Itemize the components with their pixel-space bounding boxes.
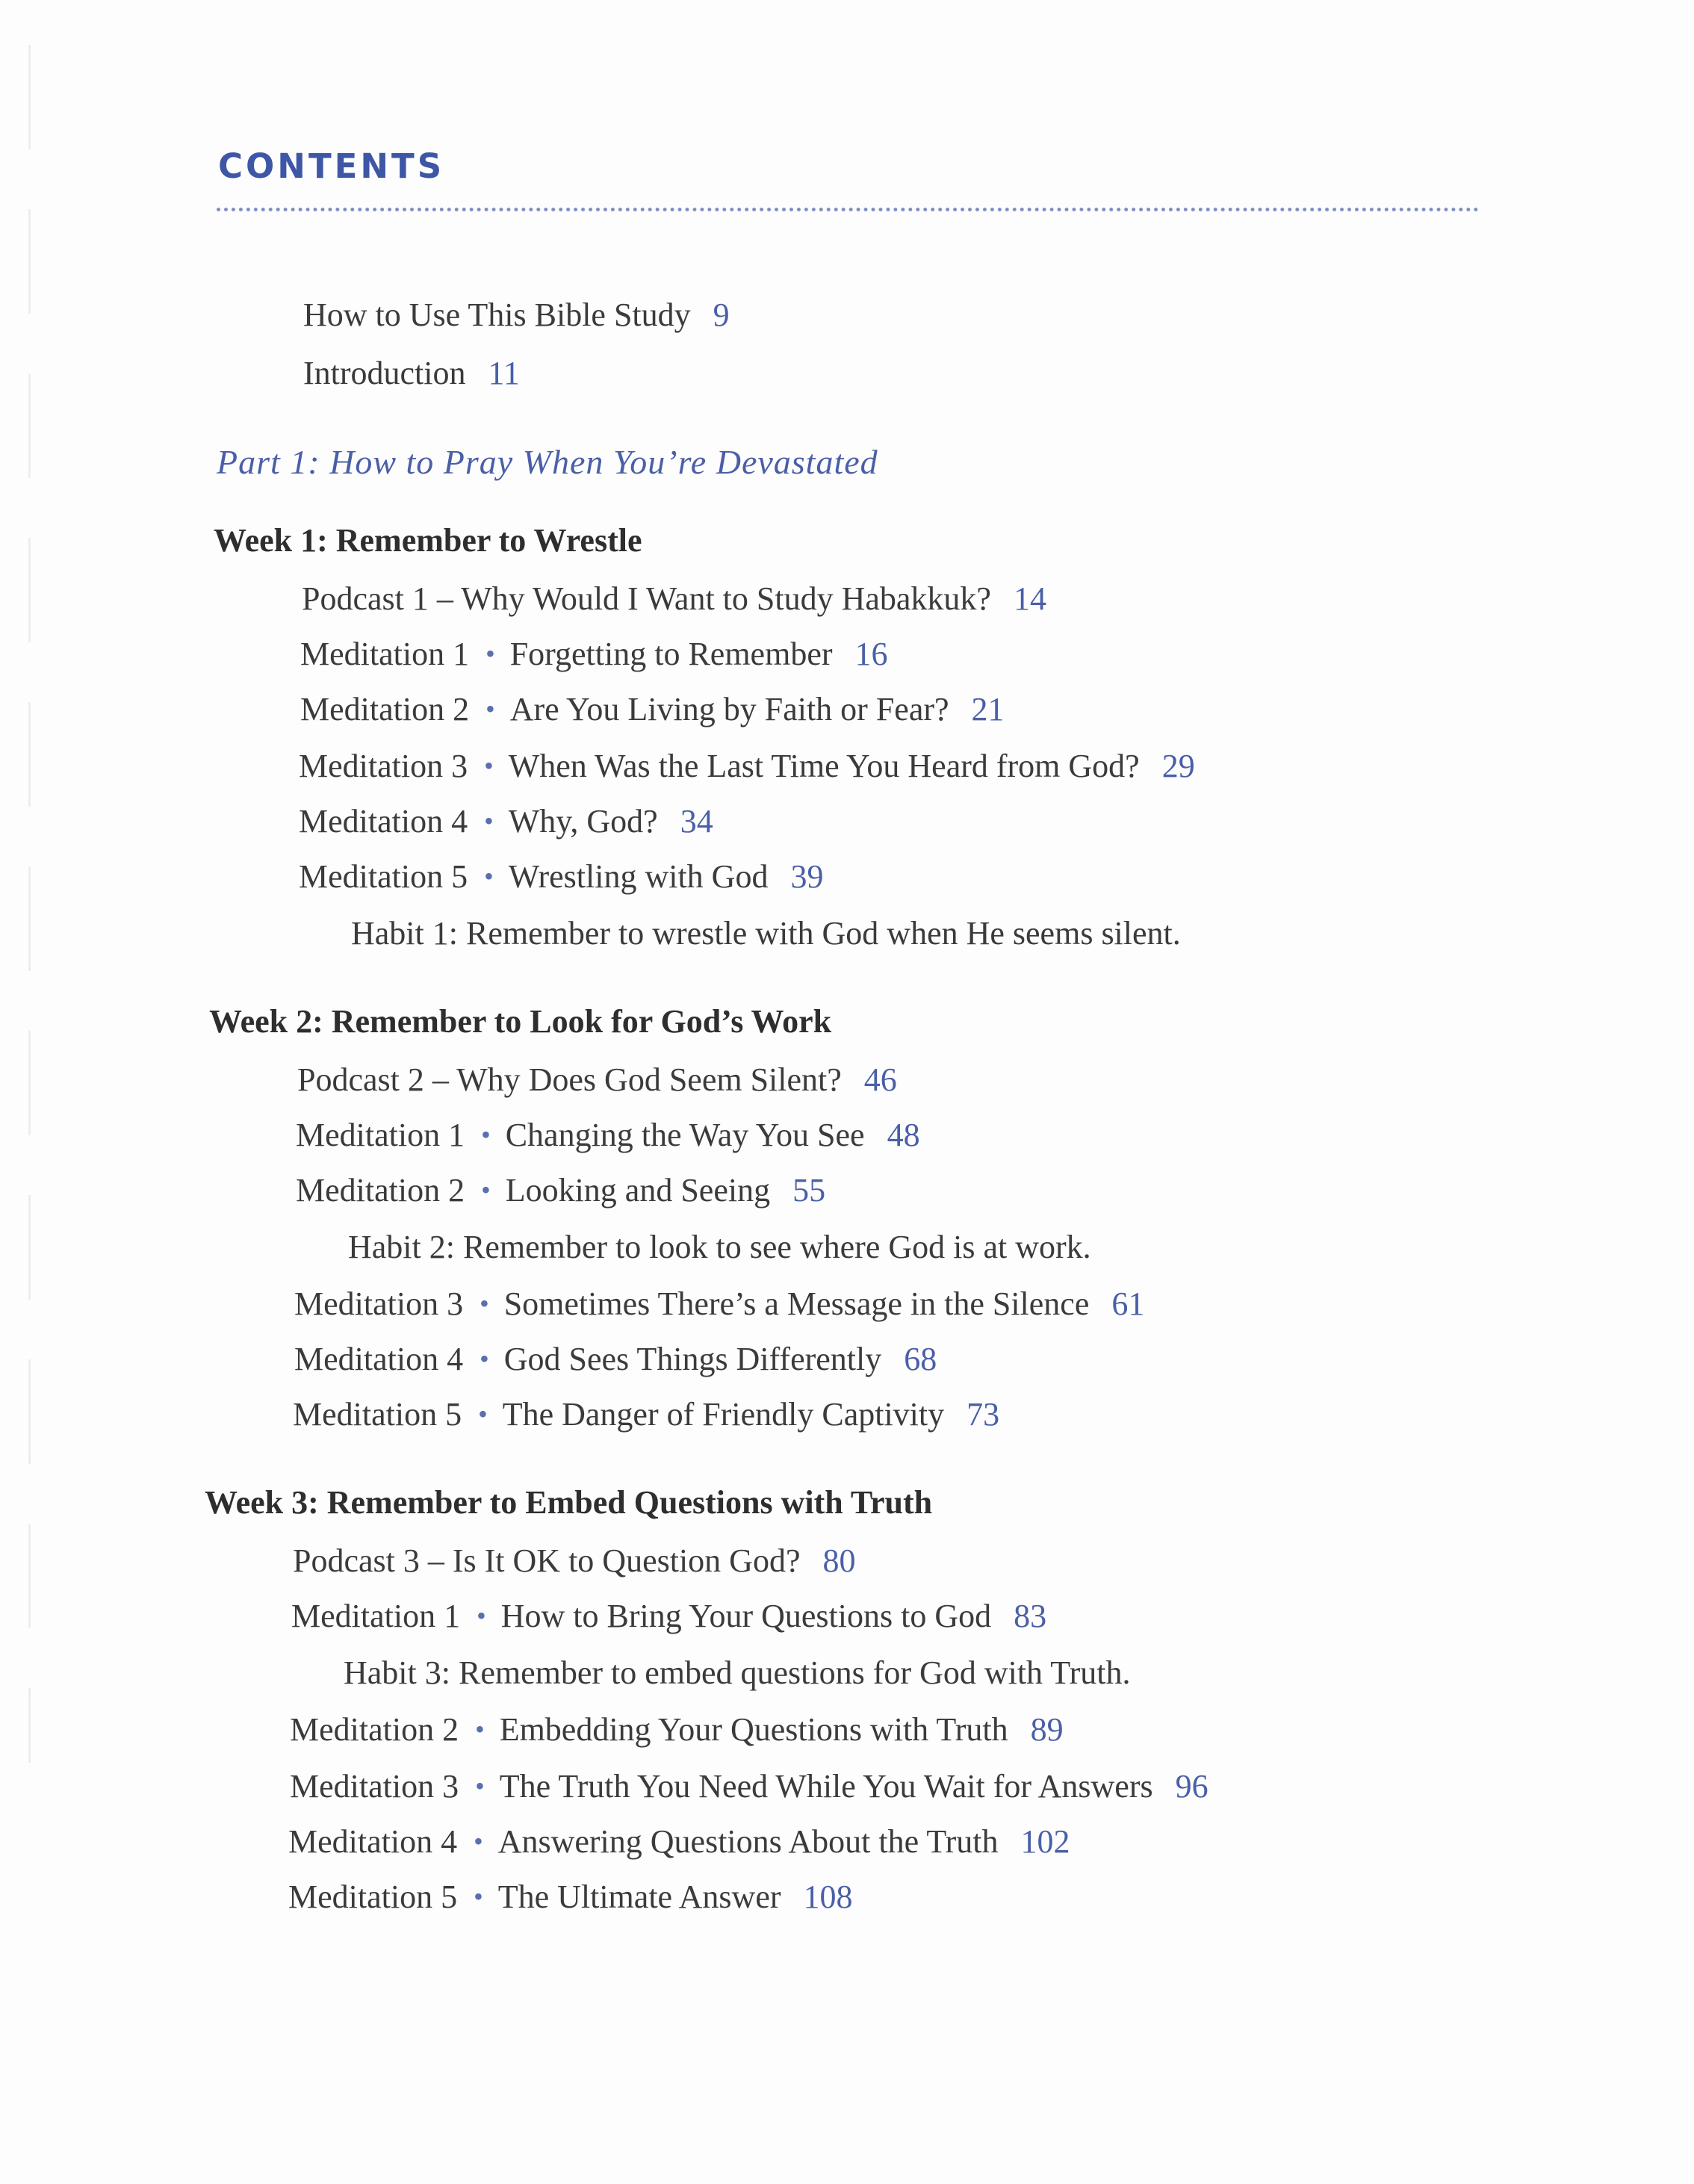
entry-title: Why, God? — [508, 803, 658, 840]
bullet-icon: • — [480, 1344, 489, 1374]
binding-shadow — [28, 45, 31, 1763]
toc-entry-week3-meditation-3[interactable] — [290, 1770, 1209, 1803]
entry-page-number: 102 — [1020, 1823, 1070, 1860]
toc-entry-week2-meditation-3[interactable] — [294, 1285, 1145, 1322]
entry-page-number: 21 — [971, 691, 1005, 728]
entry-title: God Sees Things Differently — [503, 1341, 882, 1377]
toc-entry-podcast-3[interactable] — [293, 1542, 856, 1579]
meditation-label: Meditation 4 — [294, 1341, 464, 1377]
meditation-label: Meditation 3 — [299, 748, 468, 784]
entry-page-number: 96 — [1175, 1768, 1209, 1805]
entry-page-number: 39 — [790, 858, 824, 895]
toc-entry-how-to-use[interactable] — [303, 299, 730, 332]
entry-page-number: 68 — [904, 1341, 937, 1377]
toc-entry-week3-meditation-4[interactable] — [288, 1825, 1070, 1858]
toc-entry-week3-meditation-2[interactable] — [290, 1713, 1064, 1746]
entry-title: Podcast 2 – Why Does God Seem Silent? — [297, 1061, 842, 1098]
entry-page-number: 16 — [854, 636, 888, 672]
toc-entry-week2-meditation-4[interactable] — [294, 1343, 937, 1376]
meditation-label: Meditation 4 — [288, 1823, 458, 1860]
entry-title: The Ultimate Answer — [497, 1879, 781, 1915]
meditation-label: Meditation 3 — [290, 1768, 459, 1805]
entry-title: Sometimes There’s a Message in the Silence — [503, 1285, 1090, 1322]
bullet-icon: • — [485, 639, 495, 668]
entry-title: Podcast 1 – Why Would I Want to Study Habakkuk? — [302, 580, 991, 617]
meditation-label: Meditation 3 — [294, 1285, 464, 1322]
entry-title: The Danger of Friendly Captivity — [502, 1396, 945, 1433]
entry-page-number: 11 — [488, 355, 520, 391]
meditation-label: Meditation 1 — [296, 1117, 465, 1153]
entry-page-number: 48 — [887, 1117, 920, 1153]
entry-title: Answering Questions About the Truth — [497, 1823, 999, 1860]
bullet-icon: • — [474, 1826, 483, 1856]
habit-1-text: Habit 1: Remember to wrestle with God when He seems silent. — [351, 915, 1181, 952]
meditation-label: Meditation 5 — [299, 858, 468, 895]
meditation-label: Meditation 4 — [299, 803, 468, 840]
meditation-label: Meditation 1 — [291, 1598, 461, 1634]
entry-title: How to Use This Bible Study — [303, 297, 691, 333]
entry-title: Forgetting to Remember — [509, 636, 833, 672]
bullet-icon: • — [484, 861, 494, 891]
meditation-label: Meditation 2 — [296, 1172, 465, 1209]
entry-title: Are You Living by Faith or Fear? — [509, 691, 949, 728]
bullet-icon: • — [484, 806, 494, 836]
bullet-icon: • — [474, 1881, 483, 1911]
part-1-title: Part 1: How to Pray When You’re Devastated — [217, 443, 878, 481]
entry-page-number: 61 — [1111, 1285, 1145, 1322]
toc-entry-week1-meditation-3[interactable] — [299, 750, 1195, 783]
bullet-icon: • — [480, 1288, 489, 1318]
toc-entry-week1-meditation-1[interactable] — [300, 638, 888, 671]
toc-entry-podcast-1[interactable] — [302, 580, 1046, 617]
bullet-icon: • — [484, 751, 494, 781]
toc-entry-podcast-2[interactable] — [297, 1061, 897, 1098]
entry-page-number: 108 — [803, 1879, 853, 1915]
week-2-title: Week 2: Remember to Look for God’s Work — [209, 1003, 832, 1040]
habit-2-text: Habit 2: Remember to look to see where God is at work. — [348, 1229, 1091, 1265]
entry-title: The Truth You Need While You Wait for Answers — [499, 1768, 1153, 1805]
bullet-icon: • — [481, 1175, 491, 1205]
toc-entry-week1-meditation-2[interactable] — [300, 693, 1005, 726]
entry-page-number: 55 — [792, 1172, 826, 1209]
entry-page-number: 73 — [967, 1396, 1000, 1433]
entry-title: How to Bring Your Questions to God — [500, 1598, 992, 1634]
entry-page-number: 9 — [713, 297, 730, 333]
meditation-label: Meditation 1 — [300, 636, 470, 672]
toc-entry-week2-meditation-1[interactable] — [296, 1119, 920, 1152]
week-1-title: Week 1: Remember to Wrestle — [214, 522, 642, 559]
entry-title: Looking and Seeing — [505, 1172, 771, 1209]
toc-entry-introduction[interactable] — [303, 357, 520, 390]
page-title: CONTENTS — [218, 146, 445, 186]
entry-title: Podcast 3 – Is It OK to Question God? — [293, 1542, 801, 1579]
entry-page-number: 46 — [863, 1061, 897, 1098]
bullet-icon: • — [475, 1714, 485, 1744]
bullet-icon: • — [475, 1771, 485, 1801]
bullet-icon: • — [478, 1399, 488, 1429]
entry-title: Introduction — [303, 355, 466, 391]
entry-page-number: 80 — [822, 1542, 856, 1579]
entry-title: When Was the Last Time You Heard from God? — [508, 748, 1140, 784]
meditation-label: Meditation 5 — [293, 1396, 462, 1433]
toc-entry-week1-meditation-4[interactable] — [299, 805, 713, 838]
toc-entry-week2-meditation-2[interactable] — [296, 1174, 825, 1207]
habit-3-text: Habit 3: Remember to embed questions for God with Truth. — [344, 1654, 1131, 1691]
meditation-label: Meditation 5 — [288, 1879, 458, 1915]
toc-entry-week3-meditation-1[interactable] — [291, 1600, 1046, 1633]
entry-page-number: 29 — [1161, 748, 1195, 784]
entry-page-number: 34 — [680, 803, 713, 840]
week-3-title: Week 3: Remember to Embed Questions with Truth — [205, 1484, 933, 1521]
entry-title: Changing the Way You See — [505, 1117, 865, 1153]
bullet-icon: • — [485, 694, 495, 724]
entry-page-number: 89 — [1030, 1711, 1064, 1748]
meditation-label: Meditation 2 — [290, 1711, 459, 1748]
bullet-icon: • — [481, 1120, 491, 1150]
bullet-icon: • — [477, 1601, 486, 1631]
meditation-label: Meditation 2 — [300, 691, 470, 728]
entry-title: Wrestling with God — [508, 858, 769, 895]
toc-entry-week3-meditation-5[interactable] — [288, 1881, 853, 1914]
toc-entry-week2-meditation-5[interactable] — [293, 1398, 999, 1431]
dotted-divider — [217, 208, 1479, 211]
entry-page-number: 14 — [1013, 580, 1046, 617]
entry-title: Embedding Your Questions with Truth — [499, 1711, 1008, 1748]
entry-page-number: 83 — [1014, 1598, 1047, 1634]
toc-entry-week1-meditation-5[interactable] — [299, 860, 823, 893]
